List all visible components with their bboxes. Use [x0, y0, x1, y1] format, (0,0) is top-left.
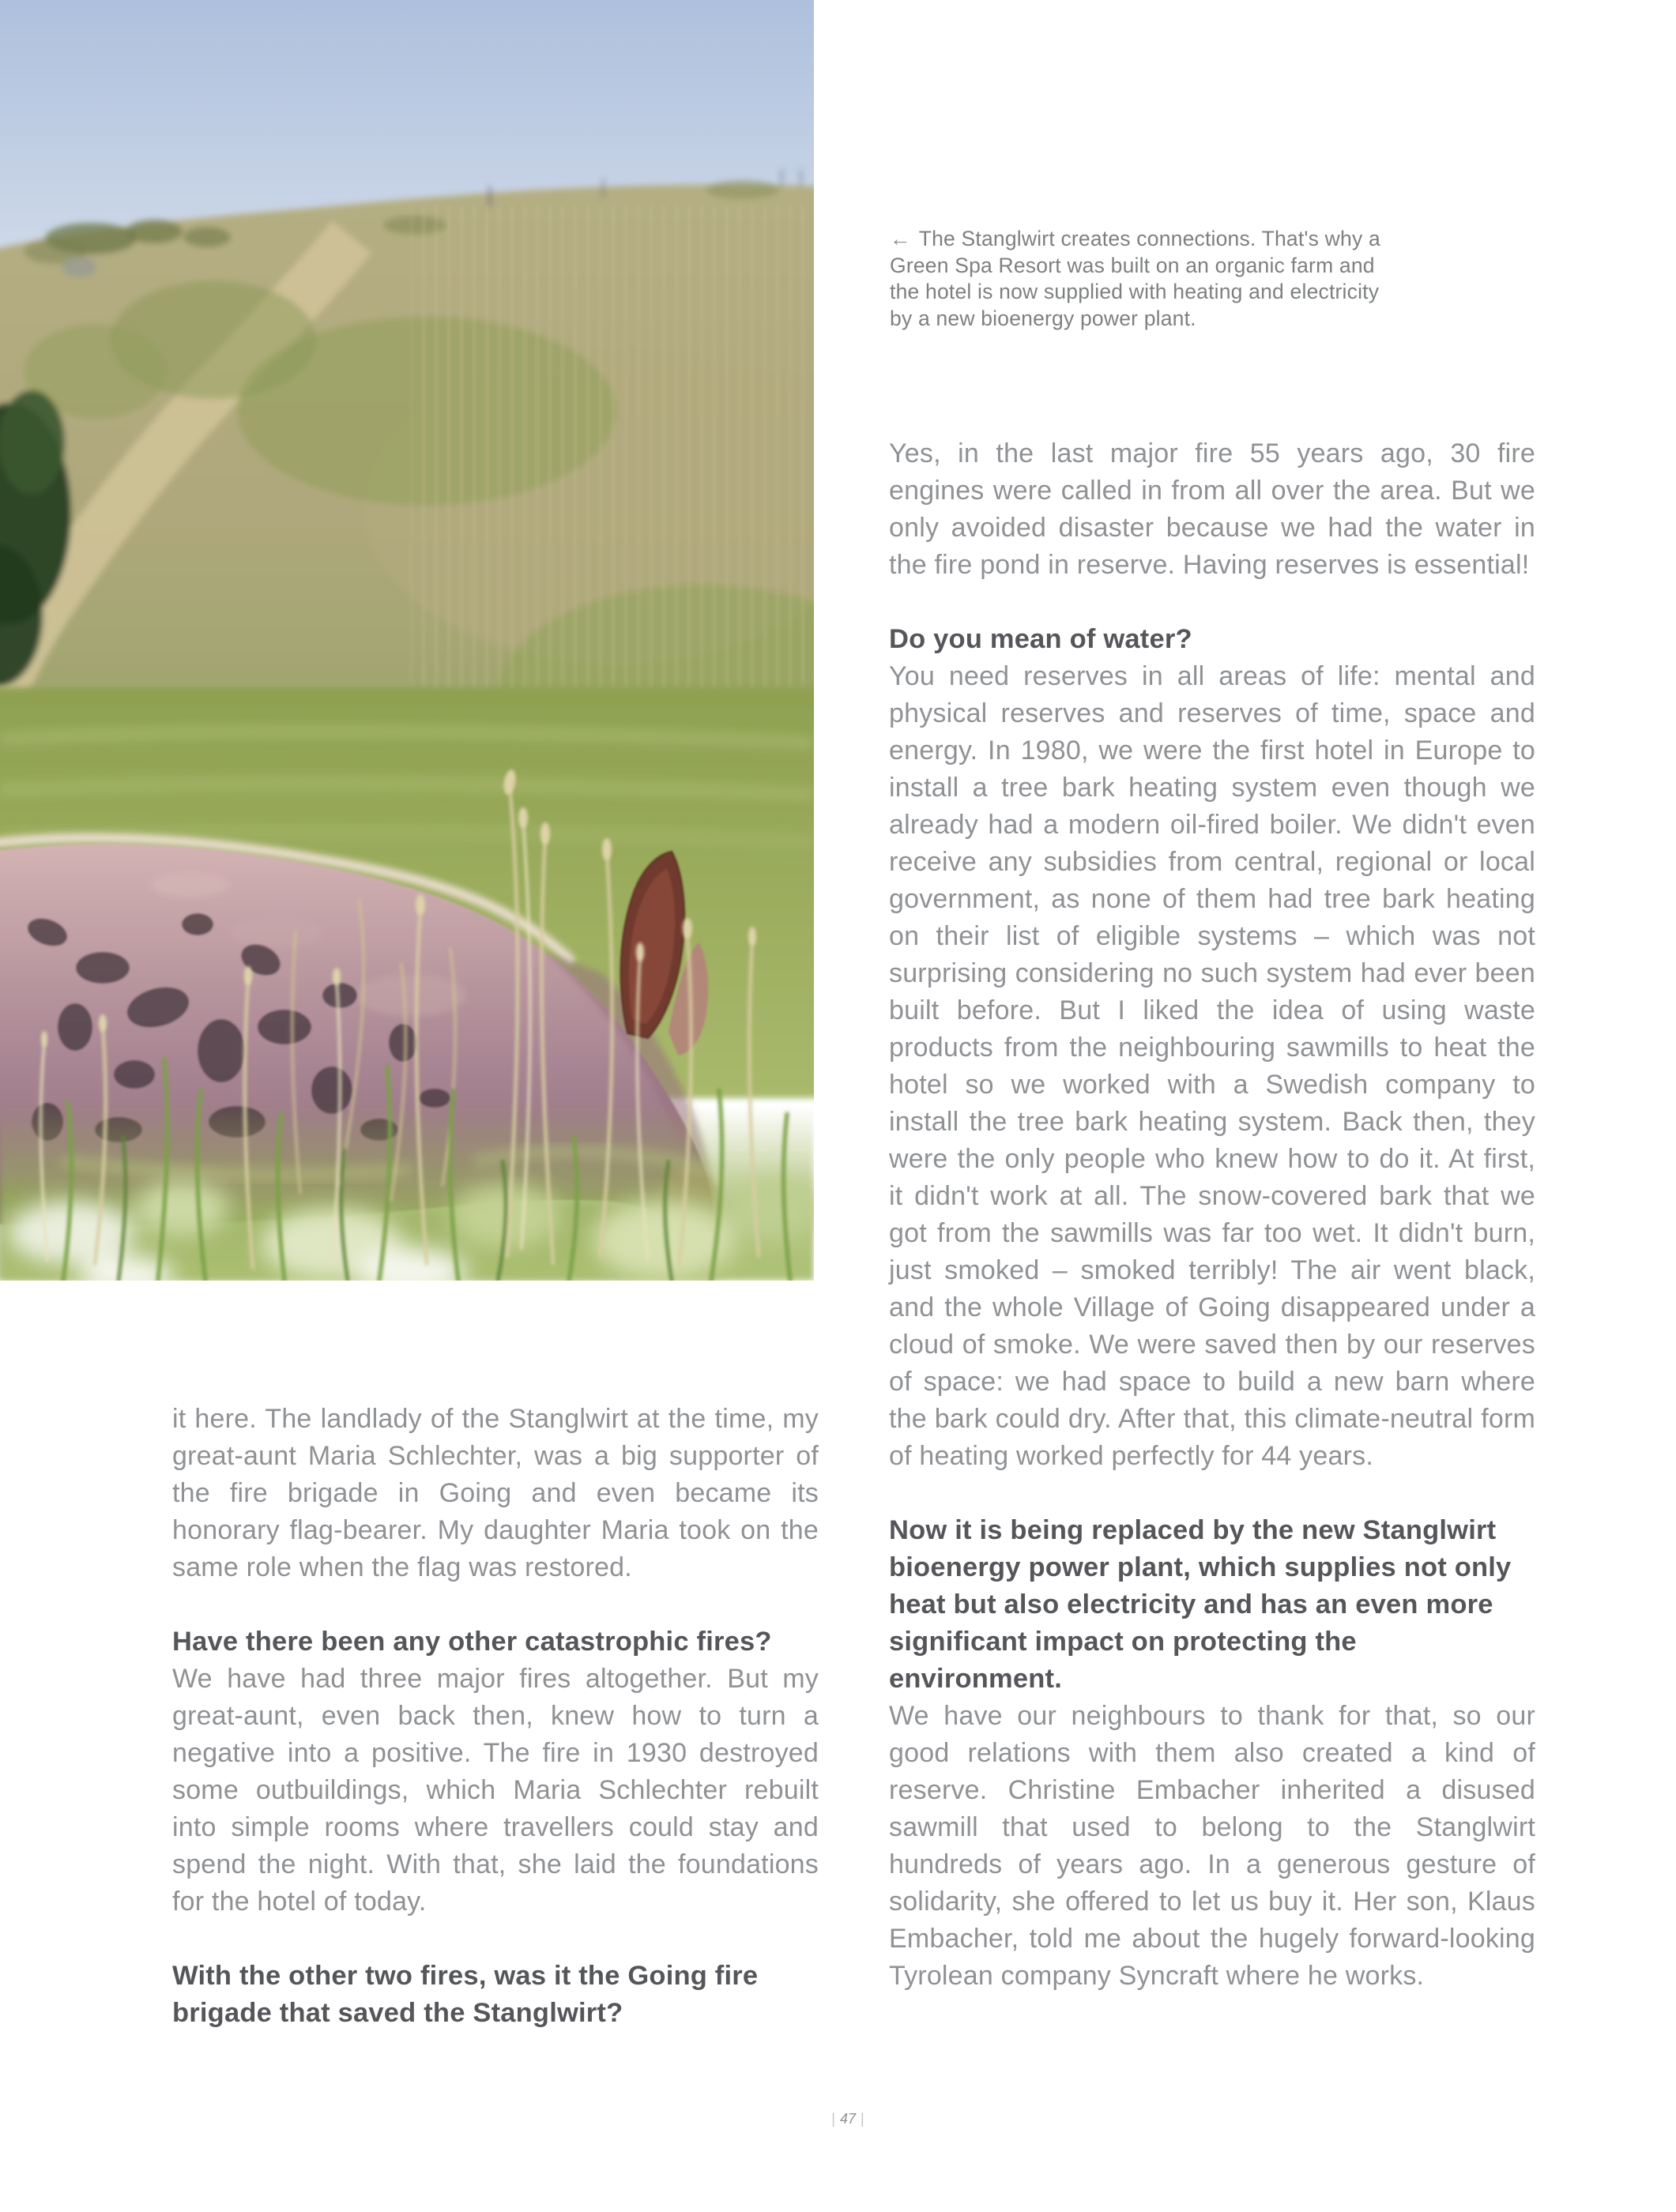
caption-line: the hotel is now supplied with heating and electricity [890, 280, 1380, 303]
caption-line: Green Spa Resort was built on an organic farm and [890, 253, 1375, 277]
page-number [800, 2111, 895, 2127]
left-text-column [172, 1401, 819, 2032]
caption-line [890, 226, 1506, 253]
caption-line: by a new bioenergy power plant. [890, 306, 1196, 330]
answer-paragraph: Yes, in the last major fire 55 years ago, 30 fire engines were called in from all over the area. But we only avoided disaster because we had the water in the fire pond in reserve. Having reserves is essential! [889, 438, 1535, 580]
left-arrow-icon: ← [890, 227, 911, 250]
answer-paragraph: it here. The landlady of the Stanglwirt at the time, my great-aunt Maria Schlechter, was a big supporter of the fire brigade in Going and even became its honorary flag-bearer. My daughter Maria took on the same role when the flag was restored. [172, 1404, 819, 1582]
right-text-column [889, 435, 1535, 1995]
interview-question: Now it is being replaced by the new Stanglwirt bioenergy power plant, which supplies not only heat but also electricity and has an even more significant impact on protecting the environment. [889, 1515, 1512, 1694]
interview-question: With the other two fires, was it the Going fire brigade that saved the Stanglwirt? [172, 1961, 759, 2028]
answer-paragraph: We have our neighbours to thank for that, so our good relations with them also created a kind of reserve. Christine Embacher inherited a disused sawmill that used to belong to the Stanglwirt hundreds of years ago. In a generous gesture of solidarity, she offered to let us buy it. Her son, Klaus Embacher, told me about the hugely forward-looking Tyrolean company Syncraft where he works. [889, 1701, 1535, 1991]
interview-question: Have there been any other catastrophic fires? [172, 1627, 772, 1657]
meadow-pig-illustration [0, 0, 814, 1281]
page-number-bar: | [861, 2111, 864, 2127]
answer-paragraph: We have had three major fires altogether. But my great-aunt, even back then, knew how to turn a negative into a positive. The fire in 1930 destroyed some outbuildings, which Maria Schlechter rebuilt into simple rooms where travellers could stay and spend the night. With that, she laid the foundations for the hotel of today. [172, 1664, 819, 1917]
meadow-pig-photo [0, 0, 814, 1281]
photo-caption [890, 226, 1506, 332]
page-number-bar: | [831, 2111, 835, 2127]
interview-question: Do you mean of water? [889, 624, 1192, 654]
page-number-value: 47 [839, 2111, 857, 2127]
caption-text: The Stanglwirt creates connections. That's why a [918, 227, 1380, 250]
answer-paragraph: You need reserves in all areas of life: mental and physical reserves and reserves of time, space and energy. In 1980, we were the first hotel in Europe to install a tree bark heating system even though we already had a modern oil-fired boiler. We didn't even receive any subsidies from central, regional or local government, as none of them had tree bark heating on their list of eligible systems – which was not surprising considering no such system had ever been built before. But I liked the idea of using waste products from the neighbouring sawmills to heat the hotel so we worked with a Swedish company to install the tree bark heating system. Back then, they were the only people who knew how to do it. At first, it didn't work at all. The snow-covered bark that we got from the sawmills was far too wet. It didn't burn, just smoked – smoked terribly! The air went black, and the whole Village of Going disappeared under a cloud of smoke. We were saved then by our reserves of space: we had space to build a new barn where the bark could dry. After that, this climate-neutral form of heating worked perfectly for 44 years. [889, 661, 1535, 1471]
